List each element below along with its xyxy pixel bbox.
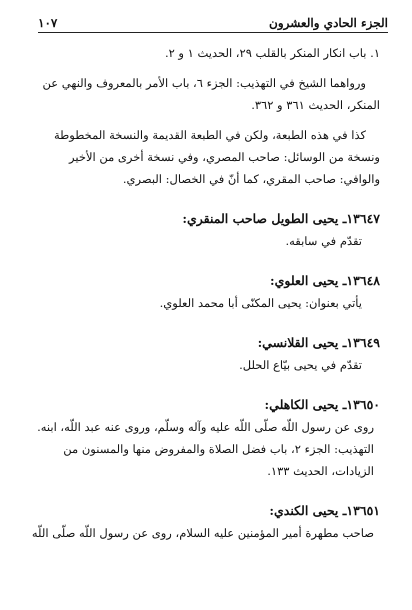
biography-entry bbox=[30, 208, 380, 252]
footnote: ورواهما الشيخ في التهذيب: الجزء ٦، باب الأمر بالمعروف والنهي عن المنكر، الحديث ٣٦١ و ٣٦٢. bbox=[42, 76, 380, 112]
entry-body: تقدّم في سابقه. bbox=[285, 234, 362, 248]
entry-body: روى عن رسول اللّه صلّى اللّه عليه وآله وسلّم، وروى عنه عبد اللّه، ابنه. التهذيب: الجزء ٢، باب فضل الصلاة والمفروض منها والمسنون من الزيادات، الحديث ١٣٣. bbox=[37, 420, 374, 478]
page-number: ١٠٧ bbox=[38, 16, 58, 30]
entry-name: يحيى القلانسي: bbox=[257, 335, 339, 350]
entry-heading bbox=[30, 208, 380, 230]
entry-body: يأتي بعنوان: يحيى المكنّى أبا محمد العلوي. bbox=[159, 296, 362, 310]
entry-body: تقدّم في يحيى بيّاع الحلل. bbox=[239, 358, 362, 372]
footnote: كذا في هذه الطبعة، ولكن في الطبعة القديمة والنسخة المخطوطة ونسخة من الوسائل: صاحب المصري، وفي نسخة أخرى من الأخير والوافي: صاحب المقري، كما أنّ في الخصال: البصري. bbox=[53, 128, 380, 186]
running-header-title: الجزء الحادي والعشرون bbox=[269, 16, 388, 30]
running-header bbox=[38, 10, 388, 33]
entry-number: ١٣٦٤٩ـ bbox=[342, 335, 380, 350]
biography-entry bbox=[30, 332, 380, 376]
entry-heading bbox=[30, 394, 380, 416]
entry-name: يحيى العلوي: bbox=[269, 273, 339, 288]
entry-number: ١٣٦٥٠ـ bbox=[342, 397, 380, 412]
entry-heading bbox=[30, 270, 380, 292]
entry-name: يحيى الطويل صاحب المنقري: bbox=[182, 211, 339, 226]
footnote: ١. باب انكار المنكر بالقلب ٢٩، الحديث ١ و ٢. bbox=[164, 46, 380, 60]
entry-body: صاحب مطهرة أمير المؤمنين عليه السلام، روى عن رسول اللّه صلّى اللّه bbox=[31, 526, 374, 540]
biography-entry bbox=[30, 500, 380, 544]
entry-heading bbox=[30, 332, 380, 354]
biography-entry bbox=[30, 270, 380, 314]
entry-number: ١٣٦٤٧ـ bbox=[342, 211, 380, 226]
page-content bbox=[30, 42, 380, 544]
entry-name: يحيى الكاهلي: bbox=[264, 397, 339, 412]
entry-heading bbox=[30, 500, 380, 522]
biography-entry bbox=[30, 394, 380, 482]
entry-name: يحيى الكندي: bbox=[269, 503, 339, 518]
entry-number: ١٣٦٥١ـ bbox=[342, 503, 380, 518]
entry-number: ١٣٦٤٨ـ bbox=[342, 273, 380, 288]
